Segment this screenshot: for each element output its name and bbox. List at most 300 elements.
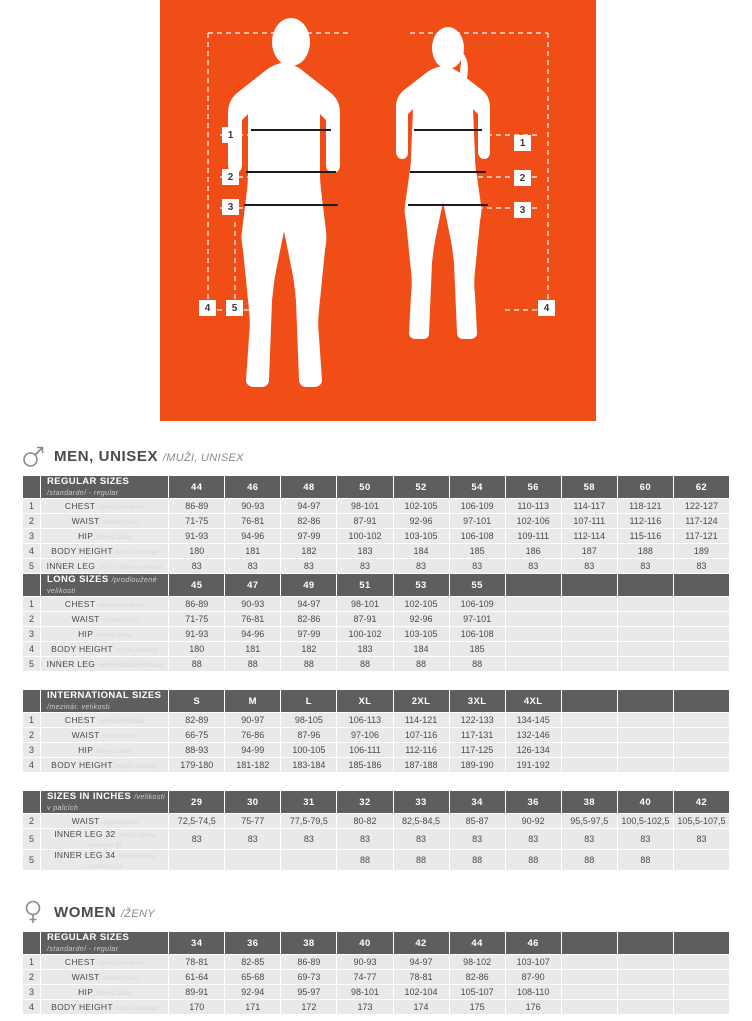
cell-row-number: 1 bbox=[23, 713, 41, 728]
cell-size: 40 bbox=[617, 791, 673, 814]
table-row bbox=[23, 476, 730, 499]
label-text: BODY HEIGHT bbox=[51, 760, 113, 770]
cell-value: 100-105 bbox=[281, 743, 337, 758]
cell-value: 65-68 bbox=[225, 970, 281, 985]
cell-value: 180 bbox=[169, 642, 225, 657]
cell-value: 78-81 bbox=[169, 955, 225, 970]
cell-value: 86-89 bbox=[169, 597, 225, 612]
cell-empty bbox=[561, 955, 617, 970]
cell-row-label bbox=[41, 642, 169, 657]
cell-empty bbox=[673, 713, 729, 728]
table-row bbox=[23, 690, 730, 713]
cell-value: 83 bbox=[281, 829, 337, 850]
cell-size: 44 bbox=[449, 932, 505, 955]
cell-size bbox=[505, 574, 561, 597]
cell-size: 34 bbox=[449, 791, 505, 814]
cell-row-number: 4 bbox=[23, 642, 41, 657]
cell-row-label bbox=[41, 713, 169, 728]
label-text: INNER LEG bbox=[46, 659, 96, 669]
cell-value: 82-85 bbox=[225, 955, 281, 970]
table-row bbox=[23, 657, 730, 672]
cell-value: 88 bbox=[449, 657, 505, 672]
table-row bbox=[23, 758, 730, 773]
cell-size: 42 bbox=[393, 932, 449, 955]
label-text: REGULAR SIZES bbox=[47, 476, 130, 487]
cell-value: 75-77 bbox=[225, 814, 281, 829]
cell-value: 94-99 bbox=[225, 743, 281, 758]
table-men-international bbox=[22, 689, 730, 773]
callout-men-chest: 1 bbox=[222, 127, 239, 143]
cell-value: 97-99 bbox=[281, 529, 337, 544]
table-row bbox=[23, 932, 730, 955]
cell-value: 171 bbox=[225, 1000, 281, 1015]
cell-value: 114-121 bbox=[393, 713, 449, 728]
cell-empty bbox=[617, 597, 673, 612]
cell-row-label bbox=[41, 597, 169, 612]
table-row bbox=[23, 642, 730, 657]
cell-row-label bbox=[41, 559, 169, 574]
cell-value: 189-190 bbox=[449, 758, 505, 773]
cell-empty bbox=[169, 850, 225, 871]
cell-value: 97-99 bbox=[281, 627, 337, 642]
label-text-cz: /výška postavy bbox=[115, 763, 159, 770]
cell-blank bbox=[23, 932, 41, 955]
cell-value: 83 bbox=[561, 559, 617, 574]
cell-value: 61-64 bbox=[169, 970, 225, 985]
cell-row-label bbox=[41, 728, 169, 743]
cell-value: 72,5-74,5 bbox=[169, 814, 225, 829]
callout-women-waist: 2 bbox=[514, 170, 531, 186]
cell-size: 44 bbox=[169, 476, 225, 499]
cell-value: 94-96 bbox=[225, 627, 281, 642]
cell-value: 100-102 bbox=[337, 529, 393, 544]
cell-value: 188 bbox=[617, 544, 673, 559]
cell-empty bbox=[673, 970, 729, 985]
cell-long-sizes-label bbox=[41, 574, 169, 597]
cell-value: 86-89 bbox=[281, 955, 337, 970]
cell-row-label bbox=[41, 612, 169, 627]
label-text-cz: /mezinár. velikosti bbox=[47, 704, 110, 711]
cell-size bbox=[561, 574, 617, 597]
table-row bbox=[23, 985, 730, 1000]
cell-empty bbox=[561, 1000, 617, 1015]
cell-value: 83 bbox=[225, 829, 281, 850]
cell-size: 52 bbox=[393, 476, 449, 499]
cell-value: 83 bbox=[673, 829, 729, 850]
cell-value: 82-89 bbox=[169, 713, 225, 728]
label-text: INTERNATIONAL SIZES bbox=[47, 690, 162, 701]
label-text-cz: /výška postavy bbox=[115, 1005, 159, 1012]
cell-blank bbox=[23, 476, 41, 499]
cell-size: 3XL bbox=[449, 690, 505, 713]
table-men-regular-long-wrap bbox=[0, 475, 752, 678]
cell-value: 88 bbox=[449, 850, 505, 871]
label-text-cz: /vnitřní délka nohavice bbox=[97, 662, 163, 669]
cell-size: 42 bbox=[673, 791, 729, 814]
cell-value: 66-75 bbox=[169, 728, 225, 743]
cell-value: 185 bbox=[449, 642, 505, 657]
section-title-text: MEN, UNISEX bbox=[54, 447, 159, 465]
cell-row-label bbox=[41, 514, 169, 529]
cell-value: 89-91 bbox=[169, 985, 225, 1000]
cell-value: 88-93 bbox=[169, 743, 225, 758]
cell-size bbox=[673, 690, 729, 713]
cell-value: 88 bbox=[617, 850, 673, 871]
cell-value: 86-89 bbox=[169, 499, 225, 514]
cell-size: 29 bbox=[169, 791, 225, 814]
label-text: BODY HEIGHT bbox=[51, 644, 113, 654]
cell-value: 191-192 bbox=[505, 758, 561, 773]
cell-row-label bbox=[41, 829, 169, 850]
cell-value: 83 bbox=[281, 559, 337, 574]
cell-value: 106-109 bbox=[449, 597, 505, 612]
cell-value: 187 bbox=[561, 544, 617, 559]
cell-value: 102-104 bbox=[393, 985, 449, 1000]
cell-value: 83 bbox=[673, 559, 729, 574]
cell-value: 83 bbox=[449, 829, 505, 850]
table-row bbox=[23, 791, 730, 814]
cell-empty bbox=[617, 627, 673, 642]
table-row bbox=[23, 574, 730, 597]
cell-row-label bbox=[41, 743, 169, 758]
cell-empty bbox=[617, 985, 673, 1000]
cell-value: 71-75 bbox=[169, 514, 225, 529]
cell-empty bbox=[673, 1000, 729, 1015]
cell-value: 83 bbox=[449, 559, 505, 574]
cell-size: 62 bbox=[673, 476, 729, 499]
cell-size: 33 bbox=[393, 791, 449, 814]
label-text: WAIST bbox=[71, 516, 100, 526]
cell-value: 92-96 bbox=[393, 514, 449, 529]
cell-size: 2XL bbox=[393, 690, 449, 713]
cell-value: 118-121 bbox=[617, 499, 673, 514]
table-row bbox=[23, 612, 730, 627]
cell-empty bbox=[617, 612, 673, 627]
cell-size: 51 bbox=[337, 574, 393, 597]
label-text-cz: /vnitřní délka nohavice bbox=[97, 564, 163, 571]
cell-value: 173 bbox=[337, 1000, 393, 1015]
cell-size: 58 bbox=[561, 476, 617, 499]
cell-value: 82-86 bbox=[281, 514, 337, 529]
cell-row-label bbox=[41, 529, 169, 544]
cell-size: L bbox=[281, 690, 337, 713]
table-row bbox=[23, 829, 730, 850]
label-text: CHEST bbox=[64, 599, 96, 609]
table-row bbox=[23, 814, 730, 829]
cell-row-number: 1 bbox=[23, 955, 41, 970]
cell-size: 56 bbox=[505, 476, 561, 499]
cell-row-number: 5 bbox=[23, 850, 41, 871]
label-text-cz: /obvod sedu bbox=[95, 534, 132, 541]
cell-value: 184 bbox=[393, 642, 449, 657]
cell-value: 134-145 bbox=[505, 713, 561, 728]
cell-value: 83 bbox=[225, 559, 281, 574]
page-title-women bbox=[54, 904, 155, 921]
label-text: HIP bbox=[78, 745, 94, 755]
label-text: CHEST bbox=[64, 501, 96, 511]
cell-value: 90-93 bbox=[225, 597, 281, 612]
table-row bbox=[23, 559, 730, 574]
cell-value: 83 bbox=[505, 559, 561, 574]
cell-value: 185-186 bbox=[337, 758, 393, 773]
cell-value: 112-116 bbox=[393, 743, 449, 758]
cell-value: 82-86 bbox=[281, 612, 337, 627]
table-row bbox=[23, 970, 730, 985]
cell-value: 98-105 bbox=[281, 713, 337, 728]
cell-value: 183 bbox=[337, 544, 393, 559]
table-row bbox=[23, 850, 730, 871]
cell-value: 94-96 bbox=[225, 529, 281, 544]
label-text-cz: /obvod pasu bbox=[102, 819, 138, 826]
cell-size: 34 bbox=[169, 932, 225, 955]
callout-women-height: 4 bbox=[538, 300, 555, 316]
label-text-cz: /obvod pasu bbox=[102, 733, 138, 740]
cell-value: 175 bbox=[449, 1000, 505, 1015]
cell-value: 88 bbox=[337, 850, 393, 871]
callout-women-chest: 1 bbox=[514, 135, 531, 151]
label-text: WAIST bbox=[71, 816, 100, 826]
table-row bbox=[23, 713, 730, 728]
cell-value: 83 bbox=[393, 829, 449, 850]
cell-value: 88 bbox=[561, 850, 617, 871]
table-men-inches bbox=[22, 790, 730, 871]
cell-value: 92-96 bbox=[393, 612, 449, 627]
cell-empty bbox=[673, 758, 729, 773]
hero-orange-panel bbox=[160, 0, 596, 421]
cell-row-number: 2 bbox=[23, 612, 41, 627]
callout-women-hip: 3 bbox=[514, 202, 531, 218]
cell-value: 103-107 bbox=[505, 955, 561, 970]
cell-size: M bbox=[225, 690, 281, 713]
label-text-cz: /velikosti v palcích bbox=[47, 794, 166, 812]
cell-value: 88 bbox=[393, 657, 449, 672]
cell-empty bbox=[561, 970, 617, 985]
cell-value: 122-127 bbox=[673, 499, 729, 514]
label-text-cz: /obvod pasu bbox=[102, 975, 138, 982]
cell-row-label bbox=[41, 657, 169, 672]
cell-empty bbox=[561, 985, 617, 1000]
cell-empty bbox=[673, 728, 729, 743]
label-text: WAIST bbox=[71, 730, 100, 740]
cell-value: 181 bbox=[225, 642, 281, 657]
cell-value: 107-116 bbox=[393, 728, 449, 743]
cell-size: XL bbox=[337, 690, 393, 713]
cell-value: 115-116 bbox=[617, 529, 673, 544]
cell-size: 38 bbox=[561, 791, 617, 814]
cell-value: 181-182 bbox=[225, 758, 281, 773]
label-text: BODY HEIGHT bbox=[51, 1002, 113, 1012]
cell-value: 76-81 bbox=[225, 514, 281, 529]
label-text-cz: /výška postavy bbox=[115, 647, 159, 654]
cell-blank bbox=[23, 690, 41, 713]
cell-empty bbox=[617, 1000, 673, 1015]
cell-value: 187-188 bbox=[393, 758, 449, 773]
cell-row-label bbox=[41, 955, 169, 970]
table-row bbox=[23, 514, 730, 529]
cell-value: 98-101 bbox=[337, 985, 393, 1000]
table-row bbox=[23, 597, 730, 612]
cell-value: 83 bbox=[505, 829, 561, 850]
table-row bbox=[23, 743, 730, 758]
label-text-cz: /standardní - regular bbox=[47, 490, 119, 497]
cell-value: 94-97 bbox=[281, 597, 337, 612]
cell-value: 102-105 bbox=[393, 499, 449, 514]
cell-row-label bbox=[41, 814, 169, 829]
label-text: CHEST bbox=[64, 957, 96, 967]
cell-row-number: 5 bbox=[23, 657, 41, 672]
cell-value: 87-96 bbox=[281, 728, 337, 743]
cell-value: 174 bbox=[393, 1000, 449, 1015]
cell-empty bbox=[617, 955, 673, 970]
cell-empty bbox=[225, 850, 281, 871]
cell-size: 30 bbox=[225, 791, 281, 814]
cell-value: 98-101 bbox=[337, 499, 393, 514]
label-text-cz: /obvod pasu bbox=[102, 519, 138, 526]
cell-empty bbox=[561, 612, 617, 627]
cell-value: 170 bbox=[169, 1000, 225, 1015]
cell-empty bbox=[561, 743, 617, 758]
cell-empty bbox=[673, 612, 729, 627]
hero-illustration bbox=[0, 0, 752, 435]
cell-row-number: 3 bbox=[23, 529, 41, 544]
cell-empty bbox=[561, 597, 617, 612]
cell-row-number: 4 bbox=[23, 544, 41, 559]
cell-size: 38 bbox=[281, 932, 337, 955]
cell-empty bbox=[617, 758, 673, 773]
table-row bbox=[23, 728, 730, 743]
cell-size: S bbox=[169, 690, 225, 713]
cell-value: 117-131 bbox=[449, 728, 505, 743]
cell-value: 77,5-79,5 bbox=[281, 814, 337, 829]
section-header-women bbox=[0, 891, 752, 931]
cell-value: 189 bbox=[673, 544, 729, 559]
cell-value: 91-93 bbox=[169, 529, 225, 544]
cell-value: 117-121 bbox=[673, 529, 729, 544]
label-text: REGULAR SIZES bbox=[47, 932, 130, 943]
label-text-cz: /obvod hrudníku bbox=[97, 602, 145, 609]
section-subtitle-text: /MUŽI, UNISEX bbox=[162, 451, 244, 464]
table-row bbox=[23, 529, 730, 544]
cell-value: 108-110 bbox=[505, 985, 561, 1000]
cell-value: 185 bbox=[449, 544, 505, 559]
cell-size: 53 bbox=[393, 574, 449, 597]
cell-value: 90-92 bbox=[505, 814, 561, 829]
cell-size: 46 bbox=[225, 476, 281, 499]
cell-size bbox=[561, 690, 617, 713]
label-text-cz: /obvod hrudníku bbox=[97, 960, 145, 967]
cell-value: 112-116 bbox=[617, 514, 673, 529]
cell-empty bbox=[673, 627, 729, 642]
cell-value: 117-124 bbox=[673, 514, 729, 529]
cell-value: 105-107 bbox=[449, 985, 505, 1000]
label-text-cz: /vnitřní délka nohavice 32 bbox=[87, 832, 155, 849]
cell-row-number: 4 bbox=[23, 1000, 41, 1015]
cell-value: 91-93 bbox=[169, 627, 225, 642]
label-text: INNER LEG bbox=[46, 561, 96, 571]
cell-empty bbox=[505, 612, 561, 627]
cell-value: 87-91 bbox=[337, 514, 393, 529]
cell-value: 183 bbox=[337, 642, 393, 657]
cell-empty bbox=[561, 657, 617, 672]
table-women-regular bbox=[22, 931, 730, 1015]
callout-men-height: 4 bbox=[199, 300, 216, 316]
cell-value: 88 bbox=[393, 850, 449, 871]
cell-row-label bbox=[41, 850, 169, 871]
cell-row-number: 4 bbox=[23, 758, 41, 773]
cell-value: 179-180 bbox=[169, 758, 225, 773]
cell-size bbox=[561, 932, 617, 955]
cell-value: 180 bbox=[169, 544, 225, 559]
cell-value: 69-73 bbox=[281, 970, 337, 985]
cell-empty bbox=[505, 642, 561, 657]
cell-inches-sizes-label bbox=[41, 791, 169, 814]
cell-row-label bbox=[41, 970, 169, 985]
cell-value: 83 bbox=[169, 829, 225, 850]
cell-value: 184 bbox=[393, 544, 449, 559]
section-header-men bbox=[0, 435, 752, 475]
cell-value: 186 bbox=[505, 544, 561, 559]
cell-empty bbox=[561, 627, 617, 642]
cell-value: 90-97 bbox=[225, 713, 281, 728]
cell-empty bbox=[673, 743, 729, 758]
cell-value: 92-94 bbox=[225, 985, 281, 1000]
cell-value: 182 bbox=[281, 642, 337, 657]
section-title-text: WOMEN bbox=[54, 903, 117, 921]
cell-value: 83 bbox=[393, 559, 449, 574]
cell-row-number: 1 bbox=[23, 499, 41, 514]
male-gender-icon bbox=[22, 443, 44, 469]
cell-blank bbox=[23, 791, 41, 814]
cell-value: 105,5-107,5 bbox=[673, 814, 729, 829]
cell-value: 95-97 bbox=[281, 985, 337, 1000]
cell-value: 97-101 bbox=[449, 514, 505, 529]
cell-value: 176 bbox=[505, 1000, 561, 1015]
cell-empty bbox=[673, 642, 729, 657]
cell-size: 32 bbox=[337, 791, 393, 814]
cell-value: 83 bbox=[617, 829, 673, 850]
cell-value: 90-93 bbox=[337, 955, 393, 970]
table-women-regular-wrap bbox=[0, 931, 752, 1021]
cell-empty bbox=[281, 850, 337, 871]
cell-value: 83 bbox=[169, 559, 225, 574]
cell-size: 31 bbox=[281, 791, 337, 814]
table-men-international-wrap bbox=[0, 689, 752, 779]
cell-row-label bbox=[41, 985, 169, 1000]
cell-row-number: 5 bbox=[23, 829, 41, 850]
cell-size: 50 bbox=[337, 476, 393, 499]
cell-value: 88 bbox=[225, 657, 281, 672]
cell-value: 94-97 bbox=[281, 499, 337, 514]
label-text: HIP bbox=[78, 531, 94, 541]
cell-empty bbox=[617, 642, 673, 657]
cell-value: 88 bbox=[337, 657, 393, 672]
callout-men-hip: 3 bbox=[222, 199, 239, 215]
cell-value: 103-105 bbox=[393, 529, 449, 544]
cell-empty bbox=[561, 713, 617, 728]
cell-size: 55 bbox=[449, 574, 505, 597]
cell-value: 181 bbox=[225, 544, 281, 559]
cell-value: 95,5-97,5 bbox=[561, 814, 617, 829]
cell-value: 82-86 bbox=[449, 970, 505, 985]
cell-size: 45 bbox=[169, 574, 225, 597]
cell-empty bbox=[505, 597, 561, 612]
cell-international-sizes-label bbox=[41, 690, 169, 713]
table-row bbox=[23, 544, 730, 559]
cell-blank bbox=[23, 574, 41, 597]
cell-value: 103-105 bbox=[393, 627, 449, 642]
cell-value: 182 bbox=[281, 544, 337, 559]
cell-value: 106-113 bbox=[337, 713, 393, 728]
